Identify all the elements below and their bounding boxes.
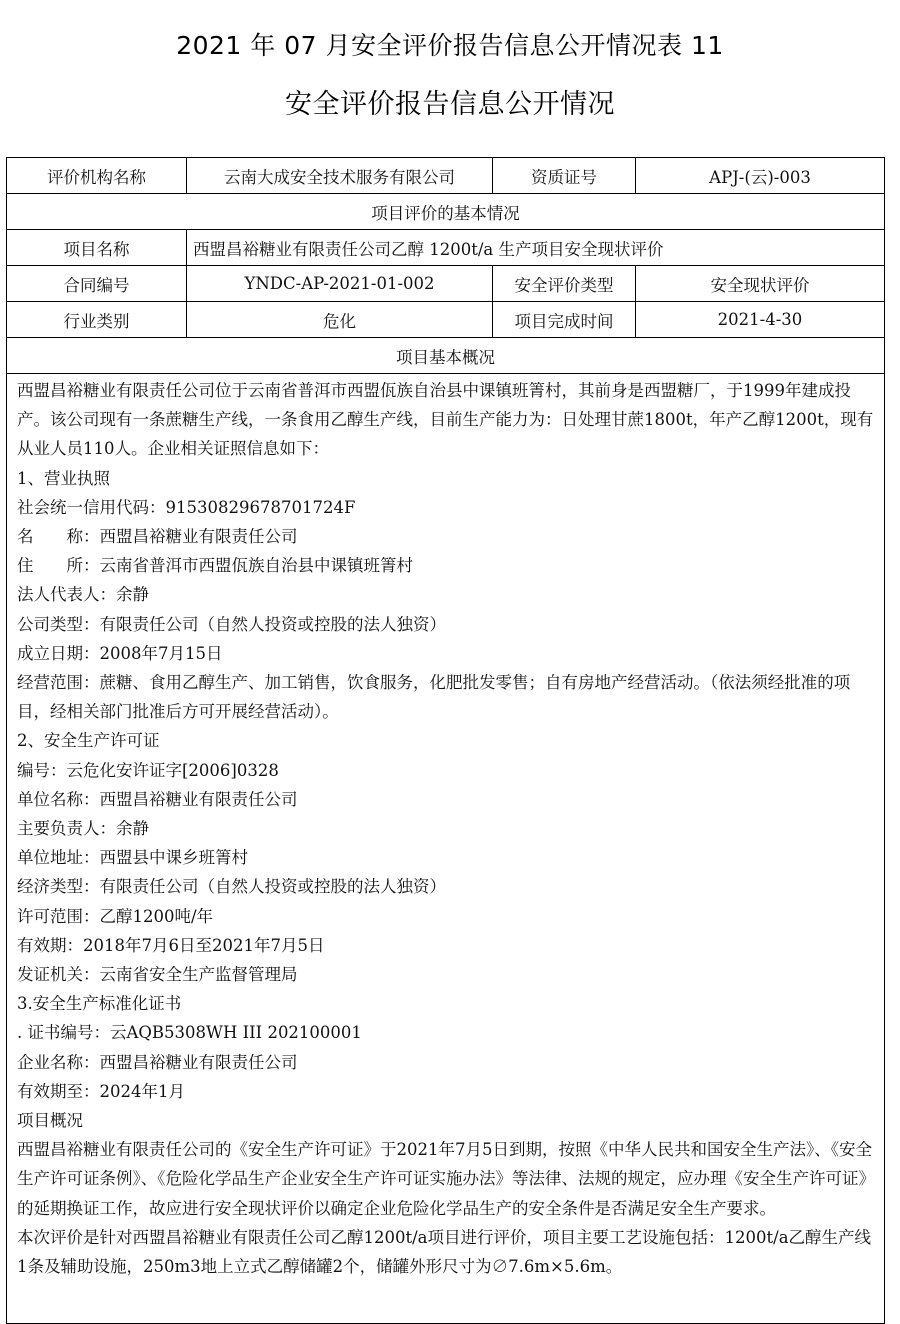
body-line: 社会统一信用代码：91530829678701724F <box>17 497 356 517</box>
completion-label: 项目完成时间 <box>493 302 636 338</box>
contract-label: 合同编号 <box>7 266 187 302</box>
industry-value: 危化 <box>187 302 493 338</box>
body-line: 成立日期：2008年7月15日 <box>17 643 223 663</box>
body-line: 住 所：云南省普洱市西盟佤族自治县中课镇班箐村 <box>17 556 413 576</box>
completion-value: 2021-4-30 <box>636 302 885 338</box>
body-line: 本次评价是针对西盟昌裕糖业有限责任公司乙醇1200t/a项目进行评价，项目主要工艺设施包括：1200t/a乙醇生产线1条及辅助设施，250m3地上立式乙醇储罐2个，储罐外形尺寸为∅7.6m×5.6m。 <box>17 1227 872 1277</box>
body-line: 公司类型：有限责任公司（自然人投资或控股的法人独资） <box>17 614 446 634</box>
report-subtitle: 安全评价报告信息公开情况 <box>285 89 615 120</box>
body-line: 许可范围：乙醇1200吨/年 <box>17 906 214 926</box>
body-line: 有效期：2018年7月6日至2021年7月5日 <box>17 935 325 955</box>
body-line: 法人代表人：余静 <box>17 585 149 605</box>
body-line: 编号：云危化安许证字[2006]0328 <box>17 760 279 780</box>
body-line: 单位地址：西盟县中课乡班箐村 <box>17 848 248 868</box>
cert-label: 资质证号 <box>493 158 636 194</box>
body-line: 3.安全生产标准化证书 <box>17 994 182 1014</box>
cert-value: APJ-(云)-003 <box>636 158 885 194</box>
overview-body <box>7 374 885 1324</box>
body-line: . 证书编号：云AQB5308WH III 202100001 <box>17 1023 362 1043</box>
body-line: 项目概况 <box>17 1111 83 1131</box>
body-line: 发证机关：云南省安全生产监督管理局 <box>17 965 298 985</box>
body-line: 单位名称：西盟昌裕糖业有限责任公司 <box>17 789 298 809</box>
body-line: 经营范围：蔗糖、食用乙醇生产、加工销售，饮食服务，化肥批发零售；自有房地产经营活动。（依法须经批准的项目，经相关部门批准后方可开展经营活动）。 <box>17 673 851 722</box>
body-line: 名 称：西盟昌裕糖业有限责任公司 <box>17 527 298 547</box>
project-name-label: 项目名称 <box>7 230 187 266</box>
industry-label: 行业类别 <box>7 302 187 338</box>
body-line: 西盟昌裕糖业有限责任公司位于云南省普洱市西盟佤族自治县中课镇班箐村，其前身是西盟糖厂，于1999年建成投产。该公司现有一条蔗糖生产线，一条食用乙醇生产线，目前生产能力为：日处理甘蔗1800t，年产乙醇1200t，现有从业人员110人。企业相关证照信息如下： <box>17 381 874 459</box>
org-name-value: 云南大成安全技术服务有限公司 <box>187 158 493 194</box>
org-row <box>7 158 885 194</box>
body-line: 有效期至：2024年1月 <box>17 1081 185 1101</box>
section-overview-heading: 项目基本概况 <box>7 338 885 374</box>
body-line: 经济类型：有限责任公司（自然人投资或控股的法人独资） <box>17 877 446 897</box>
contract-value: YNDC-AP-2021-01-002 <box>187 266 493 302</box>
body-line: 1、营业执照 <box>17 468 110 488</box>
body-line: 2、安全生产许可证 <box>17 731 160 751</box>
body-line: 主要负责人：余静 <box>17 819 149 839</box>
section-basic-heading: 项目评价的基本情况 <box>7 194 885 230</box>
org-name-label: 评价机构名称 <box>7 158 187 194</box>
report-title: 2021 年 07 月安全评价报告信息公开情况表 11 <box>176 31 724 60</box>
info-table <box>6 157 885 1324</box>
body-line: 西盟昌裕糖业有限责任公司的《安全生产许可证》于2021年7月5日到期，按照《中华人民共和国安全生产法》、《安全生产许可证条例》、《危险化学品生产企业安全生产许可证实施办法》等法律、法规的规定，应办理《安全生产许可证》的延期换证工作，故应进行安全现状评价以确定企业危险化学品生产的安全条件是否满足安全生产要求。 <box>17 1140 872 1218</box>
project-name-value: 西盟昌裕糖业有限责任公司乙醇 1200t/a 生产项目安全现状评价 <box>187 230 885 266</box>
body-line: 企业名称：西盟昌裕糖业有限责任公司 <box>17 1052 298 1072</box>
eval-type-value: 安全现状评价 <box>636 266 885 302</box>
eval-type-label: 安全评价类型 <box>493 266 636 302</box>
